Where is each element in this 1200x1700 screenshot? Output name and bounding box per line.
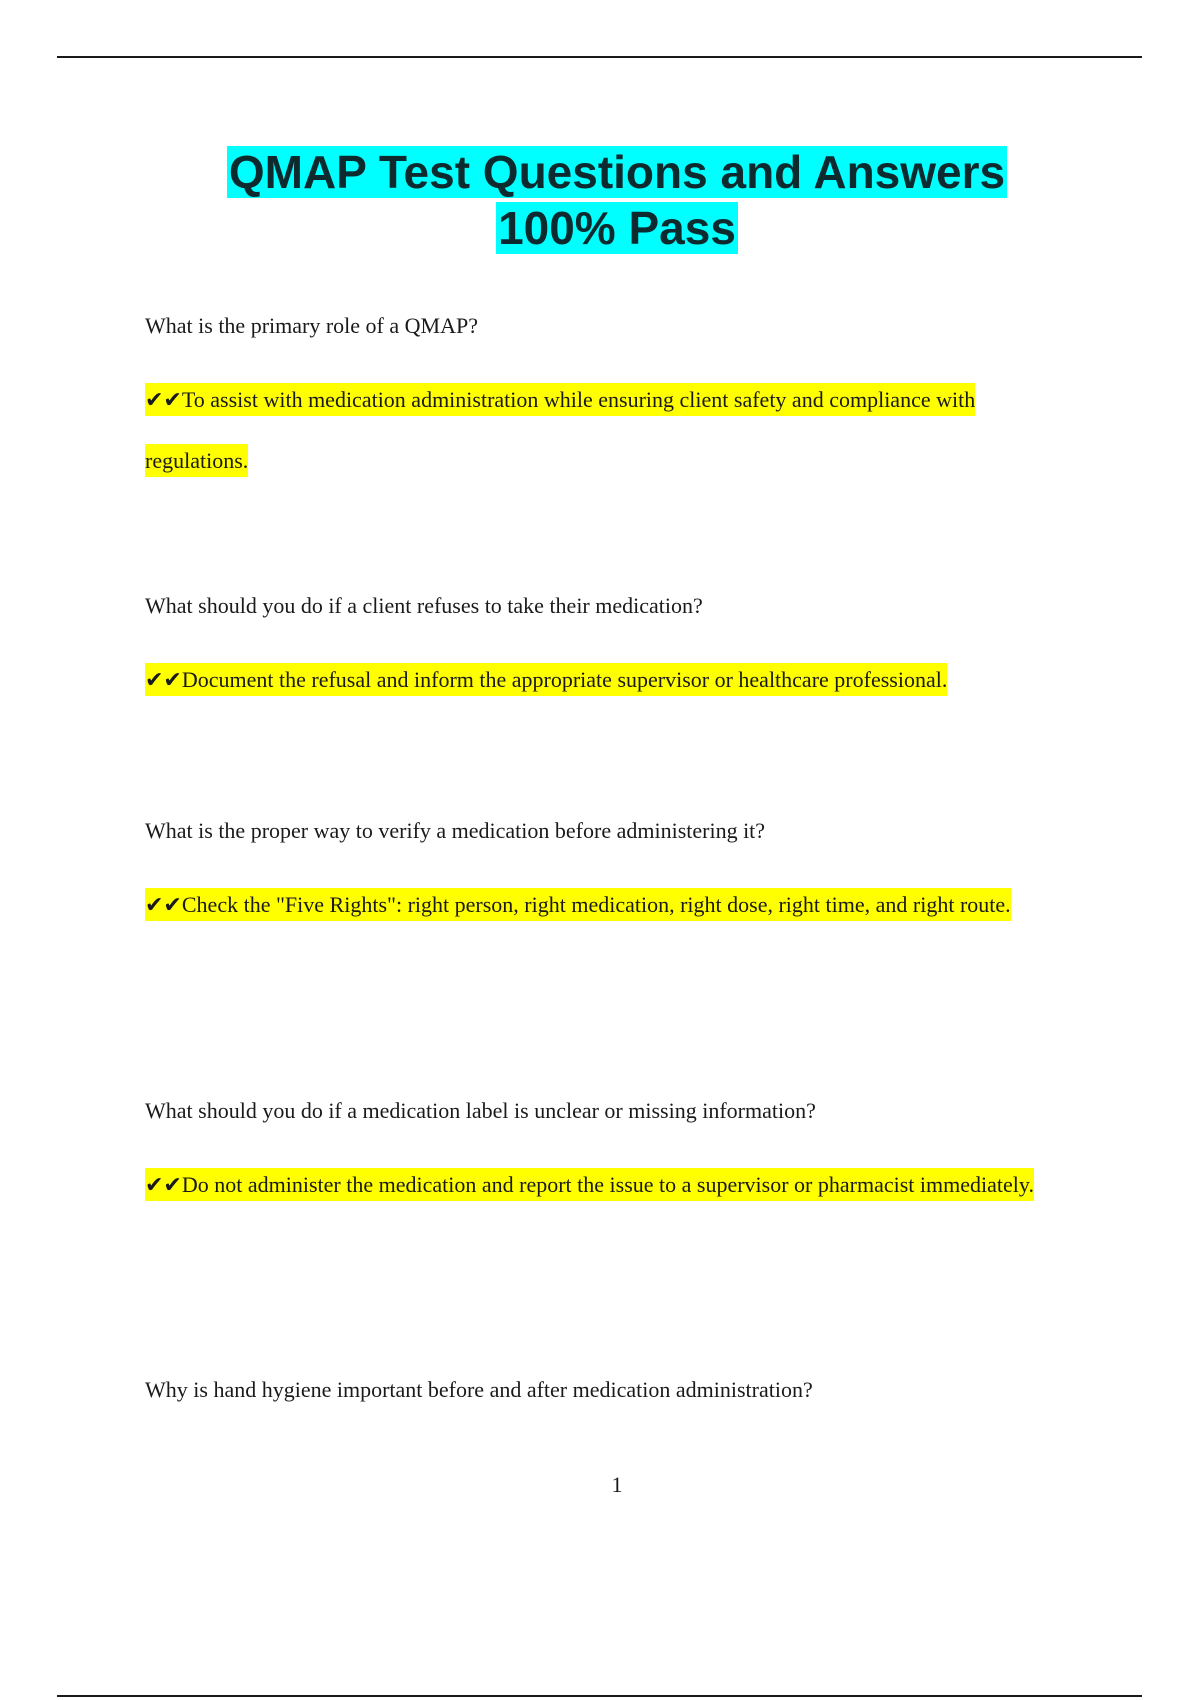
check-mark-icon: ✔✔	[145, 1172, 182, 1197]
question-text: What should you do if a client refuses to take their medication?	[145, 593, 703, 618]
header-rule	[57, 56, 1142, 58]
answer-block	[145, 369, 1075, 491]
answer-text: Do not administer the medication and report the issue to a supervisor or pharmacist immediately.	[181, 1172, 1034, 1197]
question-text: What is the proper way to verify a medication before administering it?	[145, 818, 766, 843]
title-line-1: QMAP Test Questions and Answers	[228, 146, 1006, 198]
check-mark-icon: ✔✔	[145, 387, 182, 412]
answer-highlight	[145, 888, 1011, 921]
question-text: What should you do if a medication label is unclear or missing information?	[145, 1098, 816, 1123]
footer-rule	[57, 1695, 1142, 1697]
answer-block	[145, 1154, 1075, 1215]
qa-item	[145, 313, 1075, 491]
page-number: 1	[611, 1472, 623, 1497]
qa-item	[145, 593, 1075, 710]
answer-block	[145, 874, 1075, 935]
title-line-2: 100% Pass	[498, 202, 736, 254]
check-mark-icon: ✔✔	[145, 667, 182, 692]
check-mark-icon: ✔✔	[145, 892, 182, 917]
answer-block	[145, 649, 1075, 710]
qa-item	[145, 1098, 1075, 1215]
question-text: What is the primary role of a QMAP?	[145, 313, 478, 338]
question-text: Why is hand hygiene important before and after medication administration?	[145, 1377, 813, 1402]
qa-item	[145, 818, 1075, 935]
answer-highlight	[145, 663, 947, 696]
document-title	[0, 144, 1200, 256]
answer-text: To assist with medication administration while ensuring client safety and compliance with regulations.	[145, 387, 976, 473]
qa-item	[145, 1377, 1075, 1403]
answer-highlight	[145, 383, 975, 477]
answer-text: Check the "Five Rights": right person, right medication, right dose, right time, and right route.	[181, 892, 1011, 917]
answer-highlight	[145, 1168, 1034, 1201]
answer-text: Document the refusal and inform the appropriate supervisor or healthcare professional.	[181, 667, 948, 692]
